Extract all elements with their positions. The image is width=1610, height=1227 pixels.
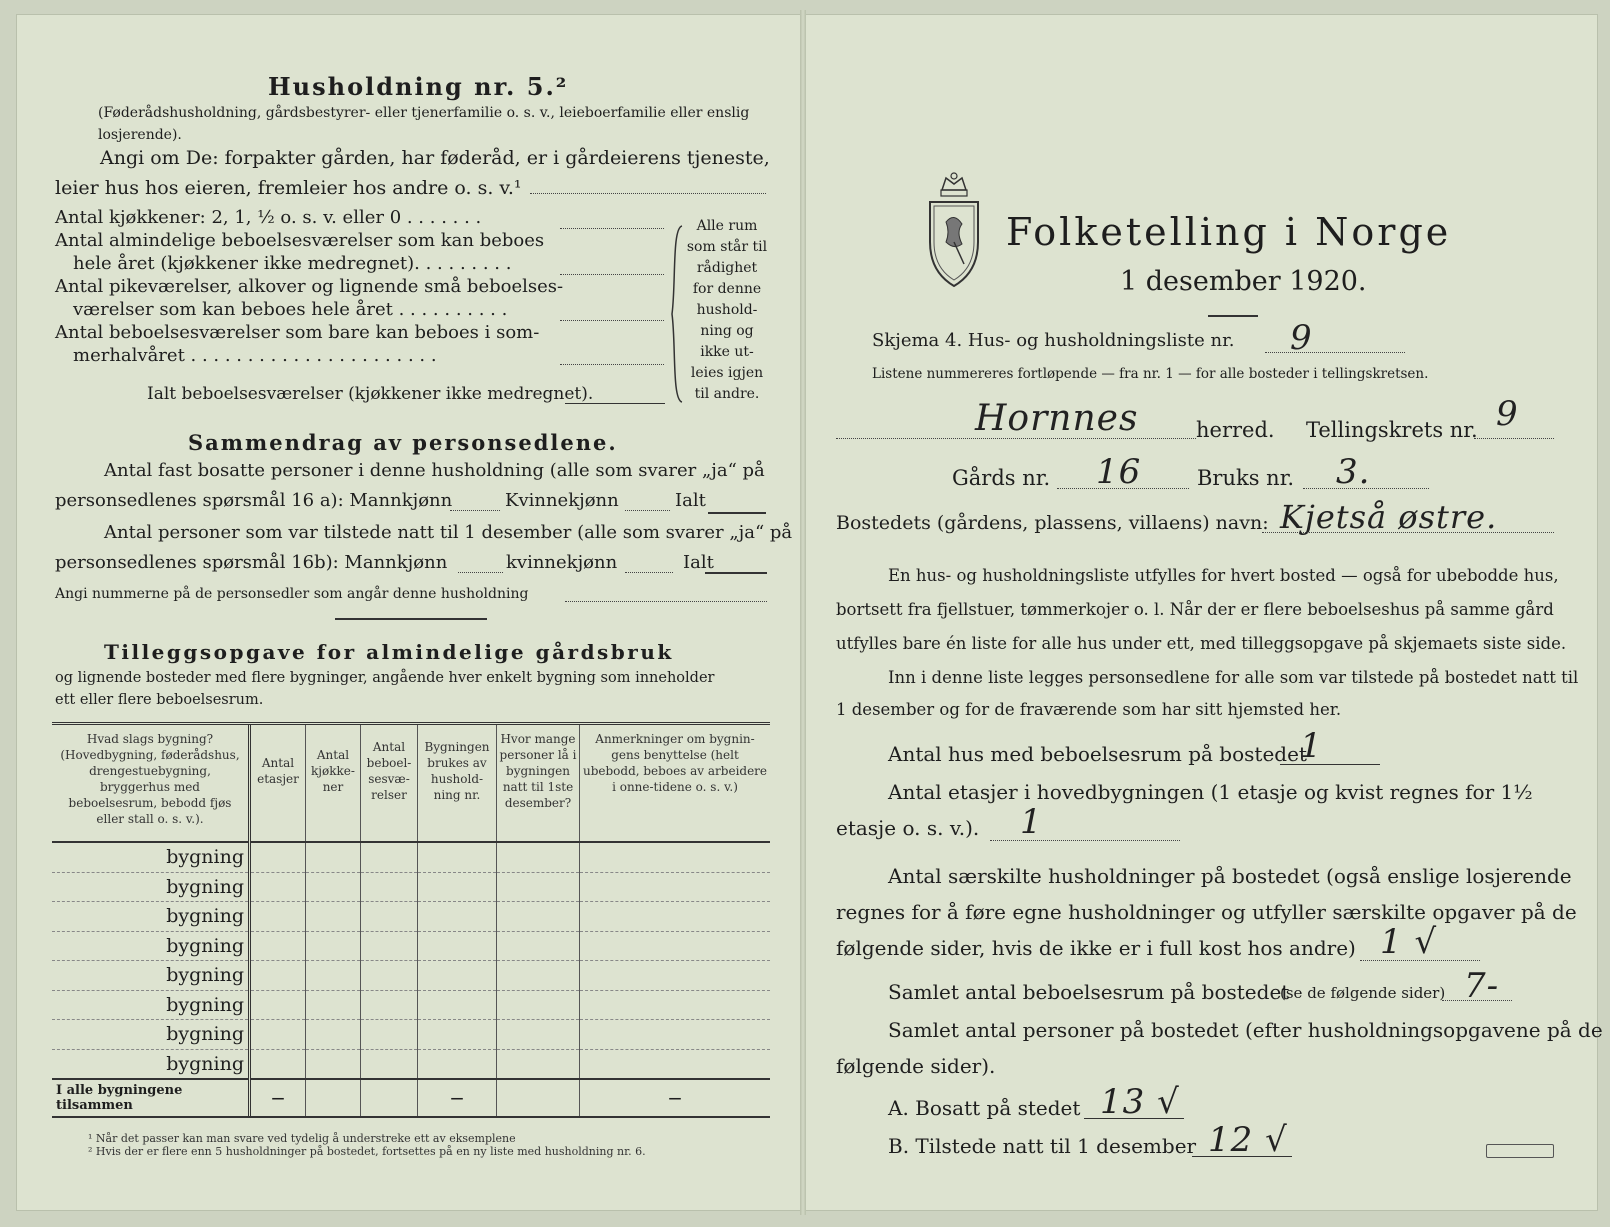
summary-women-line — [625, 510, 670, 511]
building-value-cell — [418, 1049, 497, 1079]
instruction-3: utfylles bare én liste for alle hus under ett, med tilleggsopgave på skjemaets siste side. — [836, 634, 1567, 653]
rooms-answer-line-1 — [560, 228, 664, 229]
etasjer-line-2: etasje o. s. v.). — [836, 816, 980, 840]
footnote-2: ² Hvis der er flere enn 5 husholdninger på bostedet, fortsettes på en ny liste med husholdning nr. 6. — [88, 1145, 646, 1158]
total-label: I alle bygningene tilsammen — [52, 1079, 250, 1116]
total-remarks: — — [580, 1079, 771, 1116]
building-value-cell — [580, 902, 771, 932]
question-answer-line — [530, 193, 766, 194]
numbering-note: Listene nummereres fortløpende — fra nr. 1 — for alle bosteder i tellingskretsen. — [872, 366, 1429, 382]
ialt-rooms-label: Ialt beboelsesværelser (kjøkkener ikke medregnet). — [147, 384, 594, 404]
table-total-row — [52, 1079, 770, 1116]
summary-line-4c: Ialt — [683, 552, 714, 573]
building-value-cell — [250, 961, 306, 991]
table-row — [52, 1020, 770, 1050]
footnote-1: ¹ Når det passer kan man svare ved tydelig å understreke ett av eksemplene — [88, 1132, 516, 1145]
total-household: — — [418, 1079, 497, 1116]
table-body — [52, 842, 770, 1079]
gards-label: Gårds nr. — [952, 466, 1051, 490]
building-value-cell — [580, 1020, 771, 1050]
table-row — [52, 872, 770, 902]
brace-icon — [668, 224, 684, 404]
bosatt-label: A. Bosatt på stedet — [888, 1096, 1081, 1120]
husholdninger-line-3: følgende sider, hvis de ikke er i full kost hos andre) — [836, 936, 1356, 960]
header-rooms: Antal beboel-sesvæ-relser — [361, 725, 418, 842]
building-value-cell — [306, 1049, 361, 1079]
bosted-label: Bostedets (gårdens, plassens, villaens) navn: — [836, 512, 1269, 534]
summary-title: Sammendrag av personsedlene. — [188, 430, 618, 455]
building-value-cell — [361, 931, 418, 961]
building-value-cell — [418, 902, 497, 932]
building-value-cell — [580, 1049, 771, 1079]
rooms-line-2: Antal almindelige beboelsesværelser som kan beboes — [55, 230, 545, 251]
brace-note-line: leies igjen — [690, 365, 764, 381]
table-row — [52, 902, 770, 932]
building-value-cell — [250, 902, 306, 932]
summary-line-3: Antal personer som var tilstede natt til 1 desember (alle som svarer „ja“ på — [104, 522, 793, 543]
summary-present-men-line — [458, 572, 503, 573]
summary-line-2a: personsedlenes spørsmål 16 a): Mannkjønn — [55, 490, 453, 511]
household-subtitle: (Føderådshusholdning, gårdsbestyrer- eller tjenerfamilie o. s. v., leieboerfamilie eller enslig losjerende). — [98, 105, 750, 143]
building-value-cell — [580, 961, 771, 991]
bruks-value: 3. — [1336, 452, 1371, 492]
building-value-cell — [580, 990, 771, 1020]
herred-line — [836, 438, 1196, 439]
building-label-cell: bygning — [52, 1049, 250, 1079]
summary-line-2b: Kvinnekjønn — [505, 490, 619, 511]
krets-line — [1474, 438, 1554, 439]
building-value-cell — [250, 931, 306, 961]
brace-note-line: som står til — [686, 239, 768, 255]
building-value-cell — [497, 990, 580, 1020]
total-floors: — — [250, 1079, 306, 1116]
bruks-label: Bruks nr. — [1197, 466, 1295, 490]
bruks-line — [1303, 488, 1429, 489]
summary-present-total-line — [705, 572, 767, 574]
building-value-cell — [361, 961, 418, 991]
skjema-label: Skjema 4. Hus- og husholdningsliste nr. — [872, 330, 1235, 351]
title-divider — [1208, 315, 1258, 317]
building-value-cell — [306, 931, 361, 961]
instruction-2: bortsett fra fjellstuer, tømmerkojer o. l. Når der er flere beboelseshus på samme gård — [836, 600, 1554, 619]
building-value-cell — [361, 990, 418, 1020]
hus-line — [1280, 764, 1380, 765]
building-value-cell — [497, 1020, 580, 1050]
brace-note-line: hushold- — [696, 302, 758, 318]
building-label-cell: bygning — [52, 961, 250, 991]
hus-label: Antal hus med beboelsesrum på bostedet — [888, 742, 1307, 766]
building-value-cell — [306, 842, 361, 872]
building-value-cell — [361, 1020, 418, 1050]
rum-line — [1442, 1000, 1512, 1001]
rooms-line-6: Antal beboelsesværelser som bare kan beboes i som- — [55, 322, 540, 343]
ialt-rooms-line — [565, 403, 665, 404]
buildings-table — [52, 722, 770, 1118]
question-line-1: Angi om De: forpakter gården, har føderåd, er i gårdeierens tjeneste, — [100, 147, 770, 169]
page-fold — [800, 10, 806, 1215]
krets-label: Tellingskrets nr. — [1306, 418, 1478, 442]
building-value-cell — [418, 872, 497, 902]
personer-line-1: Samlet antal personer på bostedet (efter husholdningsopgavene på de — [888, 1018, 1603, 1042]
printer-stamp — [1486, 1144, 1554, 1158]
building-value-cell — [361, 1049, 418, 1079]
tilstede-value: 12 √ — [1208, 1120, 1288, 1160]
instruction-4: Inn i denne liste legges personsedlene for alle som var tilstede på bostedet natt til — [888, 668, 1579, 687]
herred-value: Hornnes — [975, 398, 1139, 439]
building-value-cell — [361, 902, 418, 932]
table-header-row — [52, 725, 770, 842]
building-value-cell — [306, 961, 361, 991]
table-row — [52, 1049, 770, 1079]
total-kitchens — [306, 1079, 361, 1116]
summary-numbers-line — [565, 601, 767, 602]
extra-subtitle-2: ett eller flere beboelsesrum. — [55, 692, 264, 708]
building-value-cell — [418, 931, 497, 961]
building-value-cell — [361, 842, 418, 872]
summary-line-1: Antal fast bosatte personer i denne husholdning (alle som svarer „ja“ på — [104, 460, 765, 481]
building-label-cell: bygning — [52, 872, 250, 902]
building-label-cell: bygning — [52, 1020, 250, 1050]
building-value-cell — [306, 872, 361, 902]
rooms-answer-line-4 — [560, 364, 664, 365]
rum-label: Samlet antal beboelsesrum på bostedet — [888, 980, 1290, 1004]
etasjer-line — [990, 840, 1180, 841]
census-title: Folketelling i Norge — [1006, 210, 1452, 254]
building-label-cell: bygning — [52, 902, 250, 932]
husholdninger-line-1: Antal særskilte husholdninger på bostedet (også enslige losjerende — [888, 864, 1572, 888]
total-persons — [497, 1079, 580, 1116]
header-remarks: Anmerkninger om bygnin-gens benyttelse (helt ubebodd, beboes av arbeidere i onne-tidene o. s. v.) — [580, 725, 771, 842]
building-value-cell — [306, 990, 361, 1020]
table-row — [52, 990, 770, 1020]
building-value-cell — [497, 1049, 580, 1079]
brace-note-line: Alle rum — [696, 218, 758, 234]
household-title: Husholdning nr. 5.² — [268, 72, 569, 101]
table-row — [52, 931, 770, 961]
summary-line-4b: kvinnekjønn — [506, 552, 618, 573]
skjema-value: 9 — [1290, 318, 1313, 358]
building-label-cell: bygning — [52, 842, 250, 872]
bosted-line — [1262, 532, 1554, 533]
rooms-line-1: Antal kjøkkener: 2, 1, ½ o. s. v. eller 0 . . . . . . . — [55, 207, 482, 228]
building-value-cell — [418, 990, 497, 1020]
question-line-2: leier hus hos eieren, fremleier hos andre o. s. v.¹ — [55, 177, 522, 199]
section-divider — [335, 618, 487, 620]
brace-note — [686, 216, 768, 405]
etasjer-value: 1 — [1020, 802, 1043, 842]
summary-line-4a: personsedlenes spørsmål 16b): Mannkjønn — [55, 552, 448, 573]
tilstede-label: B. Tilstede natt til 1 desember — [888, 1134, 1197, 1158]
rum-value: 7- — [1464, 966, 1500, 1006]
building-value-cell — [418, 1020, 497, 1050]
extra-subtitle-1: og lignende bosteder med flere bygninger, angående hver enkelt bygning som inneholder — [55, 670, 715, 686]
building-value-cell — [497, 842, 580, 872]
header-floors: Antal etasjer — [250, 725, 306, 842]
building-value-cell — [580, 872, 771, 902]
brace-note-line: ning og — [700, 323, 754, 339]
building-value-cell — [580, 931, 771, 961]
building-value-cell — [250, 842, 306, 872]
building-value-cell — [497, 961, 580, 991]
etasjer-line-1: Antal etasjer i hovedbygningen (1 etasje og kvist regnes for 1½ — [888, 780, 1533, 804]
header-building-type: Hvad slags bygning? (Hovedbygning, føderådshus, drengestuebygning, bryggerhus med beboelsesrum, bebodd fjøs eller stall o. s. v.). — [52, 725, 250, 842]
building-value-cell — [418, 842, 497, 872]
bosted-value: Kjetså østre. — [1280, 498, 1498, 536]
herred-label: herred. — [1196, 418, 1275, 442]
rooms-line-7: merhalvåret . . . . . . . . . . . . . . . . . . . . . . — [73, 345, 437, 366]
husholdninger-line — [1360, 960, 1480, 961]
building-value-cell — [306, 1020, 361, 1050]
tilstede-line — [1192, 1156, 1292, 1157]
instruction-5: 1 desember og for de fraværende som har sitt hjemsted her. — [836, 700, 1342, 719]
table-row — [52, 961, 770, 991]
summary-line-2c: Ialt — [675, 490, 706, 511]
hus-value: 1 — [1300, 726, 1323, 766]
gards-line — [1057, 488, 1189, 489]
header-household-nr: Bygningen brukes av hushold-ning nr. — [418, 725, 497, 842]
brace-note-line: rådighet — [696, 260, 758, 276]
header-kitchens: Antal kjøkke-ner — [306, 725, 361, 842]
husholdninger-line-2: regnes for å føre egne husholdninger og utfyller særskilte opgaver på de — [836, 900, 1577, 924]
extra-title: Tilleggsopgave for almindelige gårdsbruk — [104, 640, 674, 664]
bosatt-line — [1084, 1118, 1184, 1119]
personer-line-2: følgende sider). — [836, 1054, 996, 1078]
building-value-cell — [250, 990, 306, 1020]
coat-of-arms-icon — [924, 172, 984, 292]
summary-line-5: Angi nummerne på de personsedler som angår denne husholdning — [55, 586, 529, 602]
rooms-line-3: hele året (kjøkkener ikke medregnet). . . . . . . . . — [73, 253, 512, 274]
building-value-cell — [497, 872, 580, 902]
rooms-answer-line-2 — [560, 274, 664, 275]
building-value-cell — [418, 961, 497, 991]
building-value-cell — [250, 1020, 306, 1050]
rooms-answer-line-3 — [560, 320, 664, 321]
building-value-cell — [250, 872, 306, 902]
summary-present-women-line — [625, 572, 673, 573]
building-value-cell — [497, 931, 580, 961]
bosatt-value: 13 √ — [1100, 1082, 1180, 1122]
rooms-line-5: værelser som kan beboes hele året . . . . . . . . . . — [73, 299, 508, 320]
building-value-cell — [306, 902, 361, 932]
building-value-cell — [497, 902, 580, 932]
brace-note-line: til andre. — [694, 386, 760, 402]
skjema-line — [1265, 352, 1405, 353]
total-rooms — [361, 1079, 418, 1116]
header-persons: Hvor mange personer lå i bygningen natt til 1ste desember? — [497, 725, 580, 842]
census-date: 1 desember 1920. — [1120, 266, 1367, 297]
building-value-cell — [361, 872, 418, 902]
husholdninger-value: 1 √ — [1380, 922, 1438, 962]
krets-value: 9 — [1496, 394, 1519, 434]
instruction-1: En hus- og husholdningsliste utfylles for hvert bosted — også for ubebodde hus, — [888, 566, 1559, 585]
gards-value: 16 — [1096, 452, 1142, 492]
summary-total-line — [708, 512, 766, 514]
building-label-cell: bygning — [52, 931, 250, 961]
summary-men-line — [450, 510, 500, 511]
building-value-cell — [250, 1049, 306, 1079]
brace-note-line: ikke ut- — [700, 344, 754, 360]
building-value-cell — [580, 842, 771, 872]
brace-note-line: for denne — [692, 281, 762, 297]
building-label-cell: bygning — [52, 990, 250, 1020]
rooms-line-4: Antal pikeværelser, alkover og lignende små beboelses- — [55, 276, 564, 297]
rum-note: (se de følgende sider) — [1280, 984, 1446, 1002]
table-row — [52, 842, 770, 872]
